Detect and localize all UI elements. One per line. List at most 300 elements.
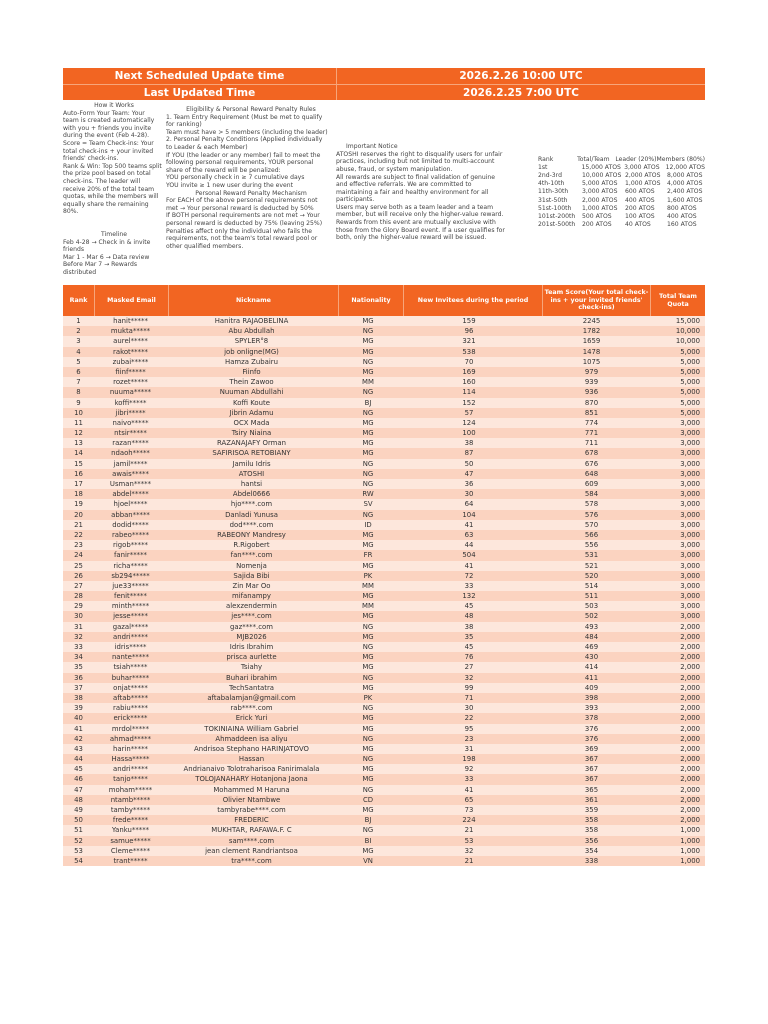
eligibility-title: Eligibility & Personal Reward Penalty Rules [186,106,316,113]
table-row [63,764,705,774]
prize-cell: 400 ATOS [625,196,655,204]
email-cell: mrdol***** [111,724,150,733]
rank-cell: 32 [74,632,83,641]
timeline-title: Timeline [101,230,127,238]
nickname-cell: Mohammed M Haruna [213,785,290,794]
text-line: YOU invite ≥ 1 new user during the event [166,181,294,189]
invitees-cell: 27 [464,663,474,672]
email-cell: ndaoh***** [111,449,150,458]
rank-cell: 42 [74,734,83,743]
text-line: requirements, not the team's total reward pool or [166,235,318,243]
nationality-cell: NG [362,327,374,336]
invitees-cell: 45 [464,602,474,611]
nationality-cell: NG [362,622,374,631]
quota-cell: 5,000 [680,398,700,407]
rank-cell: 37 [74,683,83,692]
table-row [63,703,705,713]
invitees-cell: 38 [464,622,474,631]
score-cell: 851 [584,408,599,417]
col-rank: Rank [63,285,95,316]
score-cell: 870 [584,398,599,407]
table-body [63,316,705,866]
email-cell: tsiah***** [113,663,148,672]
quota-cell: 2,000 [680,653,700,662]
score-cell: 711 [584,439,599,448]
rank-cell: 39 [74,704,83,713]
quota-cell: 3,000 [680,429,700,438]
nickname-cell: Tsiahy [240,663,263,672]
quota-cell: 2,000 [680,765,700,774]
next-update-label: Next Scheduled Update time [63,68,336,85]
prize-cell: 8,000 ATOS [667,172,703,180]
nationality-cell: BI [364,836,372,845]
nationality-cell: MG [362,653,374,662]
nickname-cell: sam****.com [228,836,275,845]
score-cell: 1782 [582,327,601,336]
last-updated-label: Last Updated Time [143,87,256,99]
text-line: those from the Glory Board event. If a user qualifies for [336,226,505,234]
prize-row [538,172,705,180]
prize-cell: Leader (20%) [615,156,657,164]
nationality-cell: NG [362,459,374,468]
score-cell: 531 [584,551,599,560]
score-cell: 484 [584,632,599,641]
notice-title: Important Notice [346,143,398,151]
nationality-cell: MG [362,724,374,733]
prize-cell: 2,000 ATOS [625,172,661,180]
next-update-value: 2026.2.26 10:00 UTC [337,68,705,85]
text-line: share of the reward will be penalized: [166,166,281,174]
quota-cell: 2,000 [680,714,700,723]
nationality-cell: NG [362,826,374,835]
nickname-cell: gaz****.com [230,622,273,631]
invitees-cell: 45 [464,643,474,651]
invitees-cell: 41 [464,785,474,794]
email-cell: jamil***** [113,459,148,468]
nationality-cell: PK [363,693,373,702]
nationality-cell: MG [362,337,374,346]
nationality-cell: MG [362,806,374,814]
rank-cell: 40 [74,714,83,723]
score-cell: 376 [584,724,599,733]
quota-cell: 3,000 [680,520,700,529]
mechanism-body [166,197,336,250]
invitees-cell: 224 [462,816,476,825]
rank-cell: 22 [74,530,83,539]
invitees-cell: 63 [464,530,474,539]
rank-cell: 21 [74,520,83,529]
table-row [63,632,705,642]
quota-cell: 2,000 [680,673,700,682]
prize-cell: 5,000 ATOS [582,180,618,188]
nationality-cell: MG [362,367,374,376]
quota-cell: 2,000 [680,663,700,672]
email-cell: onjat***** [113,683,148,692]
text-line: total check-ins + your invited [63,147,154,155]
quota-cell: 2,000 [680,683,700,692]
prize-row [538,197,705,205]
invitees-cell: 198 [462,755,476,764]
nickname-cell: jes****.com [231,612,272,621]
invitees-cell: 23 [464,734,474,743]
invitees-cell: 41 [464,520,474,529]
nationality-cell: NG [362,643,374,651]
score-cell: 1478 [582,347,601,356]
table-row [63,713,705,723]
nationality-cell: NG [362,734,374,743]
quota-cell: 2,000 [680,755,700,764]
table-row [63,347,705,357]
prize-cell: 2,400 ATOS [667,188,703,196]
prize-cell: 600 ATOS [625,188,655,196]
table-row [63,510,705,520]
score-cell: 469 [584,643,599,651]
email-cell: zubai***** [112,357,149,366]
nickname-cell: Koffi Koute [233,398,270,407]
invitees-cell: 44 [464,541,474,550]
prize-table [538,100,705,285]
quota-cell: 1,000 [680,826,700,835]
invitees-cell: 73 [464,806,474,814]
score-cell: 338 [584,856,599,865]
score-cell: 648 [584,469,599,478]
table-row [63,571,705,581]
nickname-cell: OCX Mada [233,418,270,427]
invitees-cell: 72 [464,571,474,580]
invitees-cell: 22 [464,714,474,723]
quota-cell: 10,000 [675,327,700,336]
score-cell: 367 [584,765,599,774]
rank-cell: 7 [76,378,81,387]
prize-cell: 31st-50th [538,196,568,204]
invitees-cell: 92 [464,765,474,774]
rank-cell: 25 [74,561,83,570]
invitees-cell: 31 [464,744,474,753]
email-cell: minth***** [111,602,150,611]
text-line: ATOSHI reserves the right to disqualify users for unfair [336,150,503,158]
score-cell: 774 [584,418,599,427]
nickname-cell: job onligne(MG) [224,347,279,356]
text-line: All rewards are subject to final validation of genuine [336,173,496,181]
rank-cell: 26 [74,571,83,580]
invitees-cell: 132 [462,592,476,601]
table-row [63,489,705,499]
invitees-cell: 36 [464,480,474,488]
text-line: equally share the remaining [63,200,149,208]
prize-cell: 40 ATOS [625,220,651,228]
prize-row [538,180,705,188]
nickname-cell: Erick Yuri [235,714,268,723]
text-line: friends [63,246,84,254]
rank-cell: 46 [74,775,83,784]
rank-cell: 29 [74,602,83,611]
text-line: Score = Team Check-ins: Your [63,139,154,147]
nickname-cell: Tsiry Niaina [231,429,272,438]
text-line: Auto-Form Your Team: Your [63,109,145,117]
nationality-cell: PK [363,571,373,580]
prize-row [538,164,705,172]
score-cell: 378 [584,714,599,723]
nickname-cell: dod****.com [229,520,274,529]
nickname-cell: Hanitra RAJAOBELINA [214,317,289,325]
prize-cell: 12,000 ATOS [665,164,705,172]
score-cell: 367 [584,775,599,784]
email-cell: dodid***** [112,520,149,529]
score-cell: 520 [584,571,599,580]
table-row [63,499,705,509]
nationality-cell: MG [362,683,374,692]
notice-body [336,151,505,242]
nationality-cell: MG [362,418,374,427]
how-it-works-title: How it Works [94,102,134,109]
table-row [63,377,705,387]
prize-cell: 201st-500th [538,220,576,228]
nationality-cell: ID [364,520,372,529]
text-line: Rank & Win: Top 500 teams split [63,162,162,170]
quota-cell: 2,000 [680,724,700,733]
nickname-cell: SPYLER°8 [234,337,269,346]
email-cell: rakot***** [113,347,148,356]
nickname-cell: Andrisoa Stephano HARINJATOVO [194,744,309,753]
table-row [63,652,705,662]
rank-cell: 20 [74,510,83,519]
nickname-cell: hjo****.com [230,500,273,509]
email-cell: awais***** [112,469,149,478]
invitees-cell: 70 [464,357,474,366]
score-cell: 354 [584,846,599,855]
invitees-cell: 76 [464,653,474,662]
invitees-cell: 160 [462,378,476,387]
quota-cell: 2,000 [680,744,700,753]
text-line: other qualified members. [166,242,244,250]
nickname-cell: Zin Mar Oo [232,581,271,590]
nationality-cell: NG [362,673,374,682]
email-cell: jesse***** [113,612,148,621]
invitees-cell: 71 [464,693,474,702]
score-cell: 678 [584,449,599,458]
text-line: Before Mar 7 → Rewards [63,261,138,269]
col-masked-email: Masked Email [95,285,169,316]
invitees-cell: 32 [464,846,474,855]
email-cell: richa***** [113,561,148,570]
prize-cell: 2,000 ATOS [582,196,618,204]
rank-cell: 30 [74,612,83,621]
score-cell: 376 [584,734,599,743]
rank-cell: 51 [74,826,83,835]
nationality-cell: MG [362,592,374,601]
email-cell: Yanku***** [111,826,150,835]
table-row [63,448,705,458]
score-cell: 430 [584,653,599,662]
table-row [63,662,705,672]
prize-cell: 11th-30th [538,188,569,196]
rank-cell: 52 [74,836,83,845]
nationality-cell: BJ [364,398,372,407]
table-row [63,774,705,784]
email-cell: fiinf***** [115,367,146,376]
prize-cell: 1,000 ATOS [625,180,661,188]
rank-cell: 3 [76,337,81,346]
nickname-cell: Sajida Bibi [233,571,270,580]
nickname-cell: ATOSHI [238,469,265,478]
text-line: Mar 1 - Mar 6 → Data review [63,253,150,261]
text-line: to Leader & each Member) [166,143,248,151]
score-cell: 356 [584,836,599,845]
quota-cell: 3,000 [680,602,700,611]
prize-cell: 200 ATOS [625,204,655,212]
nickname-cell: TechSantatra [228,683,275,692]
quota-cell: 3,000 [680,551,700,560]
invitees-cell: 169 [462,367,476,376]
email-cell: harin***** [113,744,148,753]
rank-cell: 11 [74,418,83,427]
table-row [63,398,705,408]
nationality-cell: NG [362,388,374,397]
prize-cell: Total/Team [577,156,610,164]
invitees-cell: 504 [462,551,476,560]
email-cell: koffi***** [114,398,147,407]
text-line: for ranking) [166,121,202,129]
nationality-cell: MG [362,530,374,539]
email-cell: abdel***** [112,490,149,499]
invitees-cell: 33 [464,775,474,784]
rank-cell: 18 [74,490,83,499]
prize-cell: 2nd-3rd [538,172,562,180]
score-cell: 393 [584,704,599,713]
score-cell: 409 [584,683,599,692]
table-row [63,316,705,326]
prize-cell: 51st-100th [538,204,572,212]
prize-cell: 3,000 ATOS [582,188,618,196]
quota-cell: 3,000 [680,418,700,427]
invitees-cell: 87 [464,449,474,458]
mechanism-title: Personal Reward Penalty Mechanism [195,189,307,197]
email-cell: rabiu***** [113,704,148,713]
text-line: both, only the higher-value reward will be issued. [336,234,487,242]
prize-cell: 15,000 ATOS [581,164,621,172]
email-cell: andri***** [113,765,148,774]
rank-cell: 38 [74,693,83,702]
email-cell: buhar***** [111,673,150,682]
nationality-cell: NG [362,510,374,519]
quota-cell: 2,000 [680,632,700,641]
nationality-cell: NG [362,469,374,478]
info-section [63,100,705,285]
score-cell: 502 [584,612,599,621]
invitees-cell: 30 [464,704,474,713]
rank-cell: 54 [74,856,83,865]
email-cell: nuuma***** [109,388,152,397]
how-it-works [63,100,166,285]
email-cell: frede***** [112,816,149,825]
update-header [63,68,705,100]
nationality-cell: BJ [364,816,372,825]
score-cell: 1075 [582,357,601,366]
email-cell: rigob***** [113,541,148,550]
nickname-cell: tambyrabe****.com [217,806,286,814]
table-row [63,367,705,377]
nationality-cell: RW [362,490,374,499]
email-cell: Usman***** [109,480,152,488]
email-cell: ahmad***** [109,734,152,743]
quota-cell: 3,000 [680,541,700,550]
score-cell: 936 [584,388,599,397]
score-cell: 398 [584,693,599,702]
nationality-cell: SV [363,500,373,509]
prize-cell: 101st-200th [538,212,576,220]
nationality-cell: NG [362,357,374,366]
rank-cell: 15 [74,459,83,468]
prize-row [538,213,705,221]
prize-cell: 400 ATOS [667,212,697,220]
quota-cell: 2,000 [680,704,700,713]
quota-cell: 3,000 [680,449,700,458]
table-row [63,754,705,764]
score-cell: 521 [584,561,599,570]
email-cell: fenit***** [114,592,147,601]
eligibility-body [166,114,336,190]
score-cell: 369 [584,744,599,753]
email-cell: tamby***** [110,806,151,814]
quota-cell: 1,000 [680,836,700,845]
prize-cell: 160 ATOS [667,220,697,228]
nationality-cell: NG [362,785,374,794]
table-row [63,561,705,571]
timeline-body [63,239,165,277]
nickname-cell: jean clement Randriantsoa [205,846,298,855]
invitees-cell: 64 [464,500,474,509]
quota-cell: 3,000 [680,459,700,468]
nickname-cell: Thein Zawoo [229,378,274,387]
quota-cell: 1,000 [680,856,700,865]
rank-cell: 43 [74,744,83,753]
rank-cell: 9 [76,398,81,407]
nickname-cell: Fiinfo [242,367,261,376]
prize-cell: 10,000 ATOS [582,172,622,180]
email-cell: moham***** [108,785,153,794]
text-line: distributed [63,268,97,276]
table-row [63,591,705,601]
nickname-cell: FREDERIC [234,816,269,825]
invitees-cell: 57 [464,408,474,417]
score-cell: 1659 [582,337,601,346]
score-cell: 511 [584,592,599,601]
col-total-team-quota: Total Team Quota [659,292,697,308]
score-cell: 503 [584,602,599,611]
score-cell: 514 [584,581,599,590]
rank-cell: 31 [74,622,83,631]
score-cell: 584 [584,490,599,499]
nationality-cell: MM [362,602,374,611]
text-line: Team must have > 5 members (including the leader) [166,128,328,136]
quota-cell: 5,000 [680,388,700,397]
quota-cell: 10,000 [675,337,700,346]
text-line: 2. Personal Penalty Conditions (Applied individually [166,136,323,144]
nationality-cell: MG [362,561,374,570]
nationality-cell: MG [362,775,374,784]
invitees-cell: 41 [464,561,474,570]
score-cell: 365 [584,785,599,794]
table-row [63,336,705,346]
table-row [63,785,705,795]
invitees-cell: 538 [462,347,476,356]
score-cell: 566 [584,530,599,539]
invitees-cell: 38 [464,439,474,448]
rank-cell: 5 [76,357,81,366]
rank-cell: 33 [74,643,83,651]
text-line: team is created automatically [63,117,155,125]
nationality-cell: MG [362,347,374,356]
